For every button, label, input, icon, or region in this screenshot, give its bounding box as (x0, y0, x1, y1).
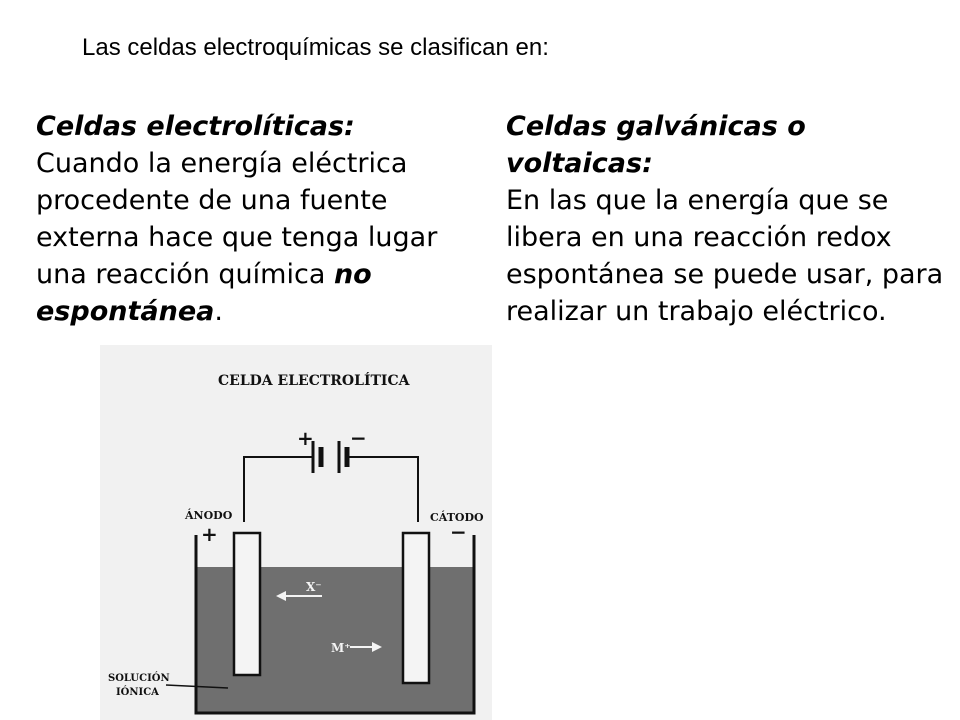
solution-label-line-1: SOLUCIÓN (108, 673, 170, 684)
galvanic-cell-title: Celdas galvánicas o voltaicas: (506, 111, 806, 179)
anode-electrode (234, 533, 260, 675)
sentence-end: . (214, 296, 223, 327)
anode-plus-sign: + (201, 522, 218, 546)
galvanic-cell-body: En las que la energía que se libera en una reacción redox espontánea se puede usar, para realizar un trabajo eléctrico. (506, 185, 944, 327)
cathode-electrode (403, 533, 429, 683)
page-heading: Las celdas electroquímicas se clasifican en: (82, 34, 549, 61)
non-spontaneous-emphasis: no espontánea (36, 259, 372, 327)
electrolytic-cell-figure (100, 345, 492, 720)
anion-label: X⁻ (306, 580, 322, 594)
cathode-minus-sign: − (450, 520, 467, 544)
cathode-label: CÁTODO (430, 511, 484, 524)
battery-minus-sign: − (350, 426, 367, 450)
electrolytic-cell-description (36, 108, 496, 330)
solution-label-line-2: IÓNICA (116, 687, 159, 698)
electrolytic-cell-title: Celdas electrolíticas: (36, 111, 355, 142)
electrolytic-cell-text (36, 145, 496, 330)
galvanic-cell-description (506, 108, 956, 330)
figure-title: CELDA ELECTROLÍTICA (218, 373, 410, 389)
cation-label: M⁺ (331, 641, 351, 655)
electrolytic-cell-body: Cuando la energía eléctrica procedente de una fuente externa hace que tenga lugar una reacción química (36, 148, 438, 290)
battery-plus-sign: + (297, 426, 314, 450)
anode-label: ÁNODO (185, 509, 233, 522)
